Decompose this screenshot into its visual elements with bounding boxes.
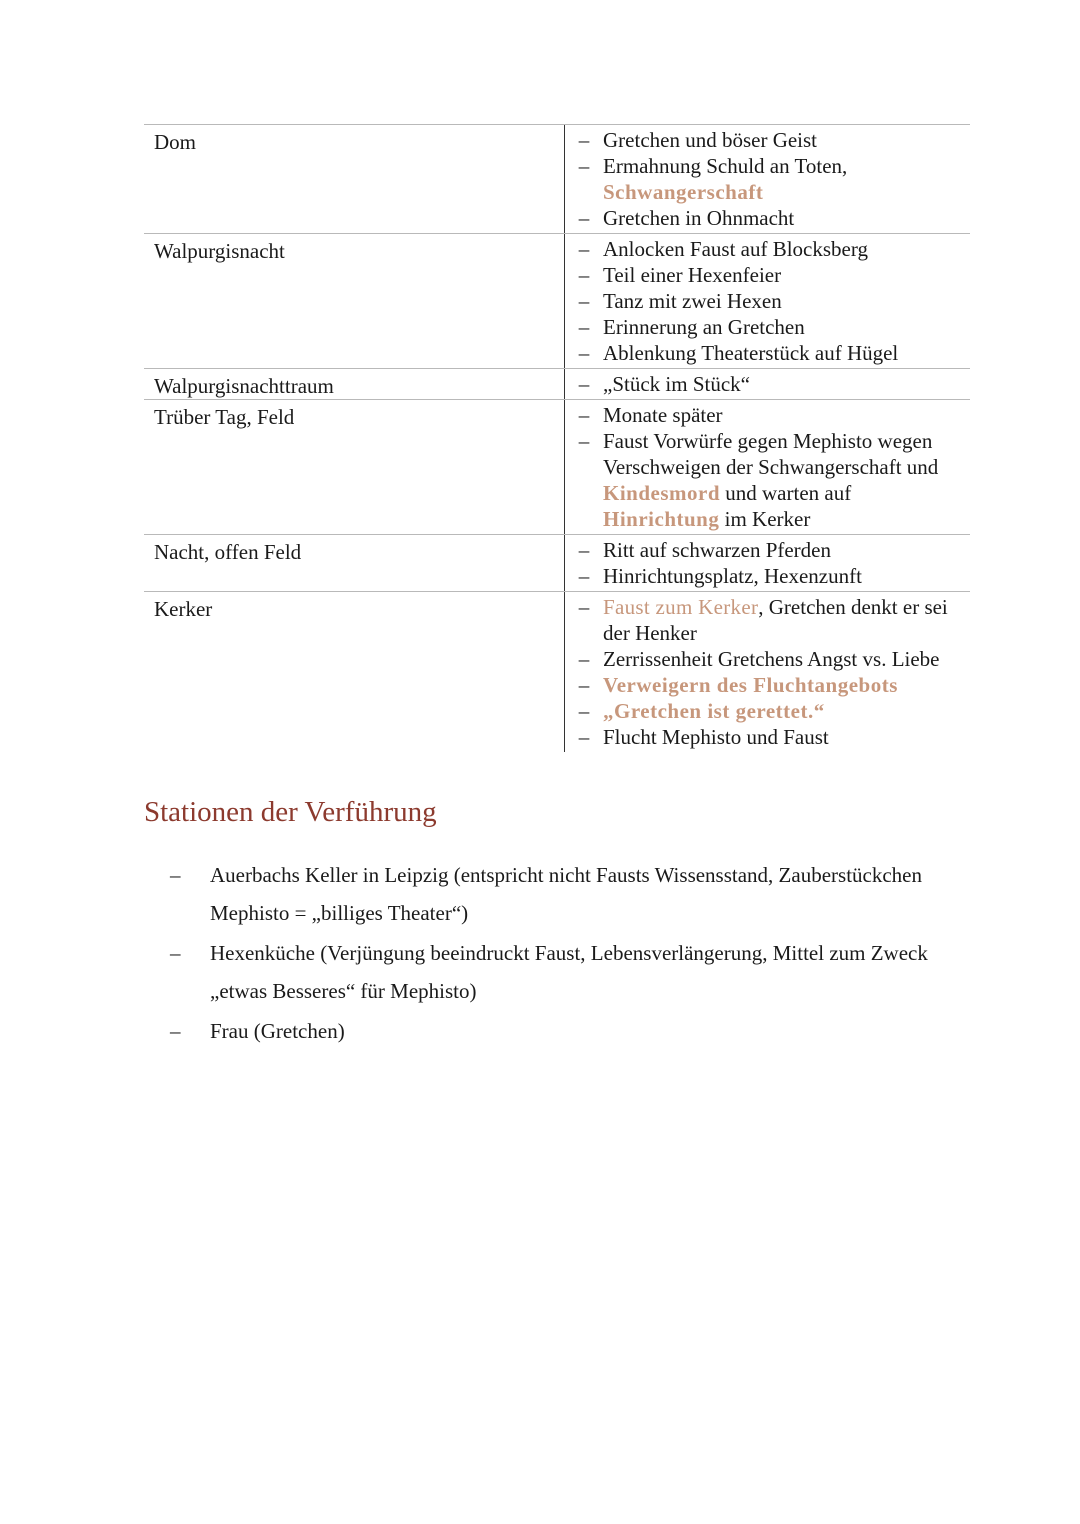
dash-marker: – (578, 699, 590, 723)
event-item (565, 205, 970, 231)
event-item (565, 288, 970, 314)
event-text (603, 371, 970, 397)
dash-marker: – (578, 647, 590, 671)
text-segment: Ritt auf schwarzen Pferden (603, 538, 831, 562)
text-segment: Teil einer Hexenfeier (603, 263, 782, 287)
scene-name: Trüber Tag, Feld (154, 405, 295, 429)
event-text (603, 402, 970, 428)
event-text (603, 314, 970, 340)
dash-marker: – (578, 538, 590, 562)
dash-marker: – (578, 673, 590, 697)
scene-events (564, 125, 970, 233)
dash-marker: – (578, 315, 590, 339)
seduction-stations-list (170, 856, 990, 1052)
event-text (603, 594, 970, 646)
dash-marker: – (170, 863, 181, 887)
event-text (603, 262, 970, 288)
scene-events (564, 369, 970, 399)
text-segment: Tanz mit zwei Hexen (603, 289, 782, 313)
dash-marker: – (578, 595, 590, 619)
dash-marker: – (578, 263, 590, 287)
event-item (565, 724, 970, 750)
event-item (565, 537, 970, 563)
dash-marker: – (578, 403, 590, 427)
list-item (170, 934, 990, 1010)
text-segment: Erinnerung an Gretchen (603, 315, 805, 339)
list-item-text: Hexenküche (Verjüngung beeindruckt Faust, Lebensverlängerung, Mittel zum Zweck „etwas Besseres“ für Mephisto) (210, 941, 928, 1003)
highlighted-text: Schwangerschaft (603, 180, 764, 204)
text-segment: Faust Vorwürfe gegen Mephisto wegen Verschweigen der Schwangerschaft und (603, 429, 939, 479)
event-text (603, 127, 970, 153)
event-text (603, 205, 970, 231)
highlighted-text: „Gretchen ist gerettet.“ (603, 699, 825, 723)
scene-name: Kerker (154, 597, 213, 621)
event-text (603, 153, 970, 205)
text-segment: Hinrichtungsplatz, Hexenzunft (603, 564, 862, 588)
event-item (565, 594, 970, 646)
event-item (565, 127, 970, 153)
dash-marker: – (578, 372, 590, 396)
text-segment: im Kerker (719, 507, 811, 531)
event-item (565, 428, 970, 532)
scene-events (564, 535, 970, 591)
event-item (565, 371, 970, 397)
text-segment: und warten auf (720, 481, 852, 505)
event-item (565, 646, 970, 672)
text-segment: Monate später (603, 403, 723, 427)
scene-name: Nacht, offen Feld (154, 540, 302, 564)
event-item (565, 236, 970, 262)
dash-marker: – (170, 1019, 181, 1043)
dash-marker: – (578, 429, 590, 453)
text-segment: Ermahnung Schuld an Toten, (603, 154, 848, 178)
table-row (144, 534, 970, 591)
text-segment: Gretchen und böser Geist (603, 128, 818, 152)
event-item (565, 672, 970, 698)
event-text (603, 563, 970, 589)
event-item (565, 153, 970, 205)
event-item (565, 402, 970, 428)
text-segment: Zerrissenheit Gretchens Angst vs. Liebe (603, 647, 940, 671)
event-item (565, 340, 970, 366)
event-text (603, 428, 970, 532)
event-text (603, 236, 970, 262)
scene-name: Dom (154, 130, 196, 154)
table-row (144, 124, 970, 233)
highlighted-text: Kindesmord (603, 481, 721, 505)
event-text (603, 698, 970, 724)
text-segment: Anlocken Faust auf Blocksberg (603, 237, 868, 261)
highlighted-text: Hinrichtung (603, 507, 720, 531)
highlighted-text: Verweigern des Fluchtangebots (603, 673, 898, 697)
text-segment: Ablenkung Theaterstück auf Hügel (603, 341, 899, 365)
event-text (603, 646, 970, 672)
dash-marker: – (578, 237, 590, 261)
event-item (565, 698, 970, 724)
table-row (144, 368, 970, 399)
table-row (144, 591, 970, 752)
text-segment: Gretchen in Ohnmacht (603, 206, 795, 230)
scene-events (564, 234, 970, 368)
text-segment: , Gretchen denkt er sei der Henker (603, 595, 948, 645)
event-text (603, 340, 970, 366)
event-item (565, 563, 970, 589)
text-segment: „Stück im Stück“ (603, 372, 750, 396)
text-segment: Flucht Mephisto und Faust (603, 725, 829, 749)
list-item-text: Auerbachs Keller in Leipzig (entspricht nicht Fausts Wissensstand, Zauberstückchen Mephisto = „billiges Theater“) (210, 863, 922, 925)
dash-marker: – (578, 154, 590, 178)
event-item (565, 314, 970, 340)
event-text (603, 724, 970, 750)
scene-name: Walpurgisnachttraum (154, 374, 334, 398)
table-row (144, 233, 970, 368)
event-item (565, 262, 970, 288)
list-item (170, 856, 990, 932)
scene-events (564, 400, 970, 534)
table-row (144, 399, 970, 534)
section-heading: Stationen der Verführung (144, 796, 437, 828)
list-item-text: Frau (Gretchen) (210, 1019, 345, 1043)
dash-marker: – (578, 289, 590, 313)
scene-events (564, 592, 970, 752)
scene-name: Walpurgisnacht (154, 239, 285, 263)
dash-marker: – (578, 341, 590, 365)
dash-marker: – (170, 941, 181, 965)
dash-marker: – (578, 725, 590, 749)
event-text (603, 672, 970, 698)
list-item (170, 1012, 990, 1050)
scene-table (144, 124, 970, 752)
dash-marker: – (578, 564, 590, 588)
event-text (603, 537, 970, 563)
dash-marker: – (578, 128, 590, 152)
highlighted-text: Faust zum Kerker (603, 595, 759, 619)
event-text (603, 288, 970, 314)
dash-marker: – (578, 206, 590, 230)
